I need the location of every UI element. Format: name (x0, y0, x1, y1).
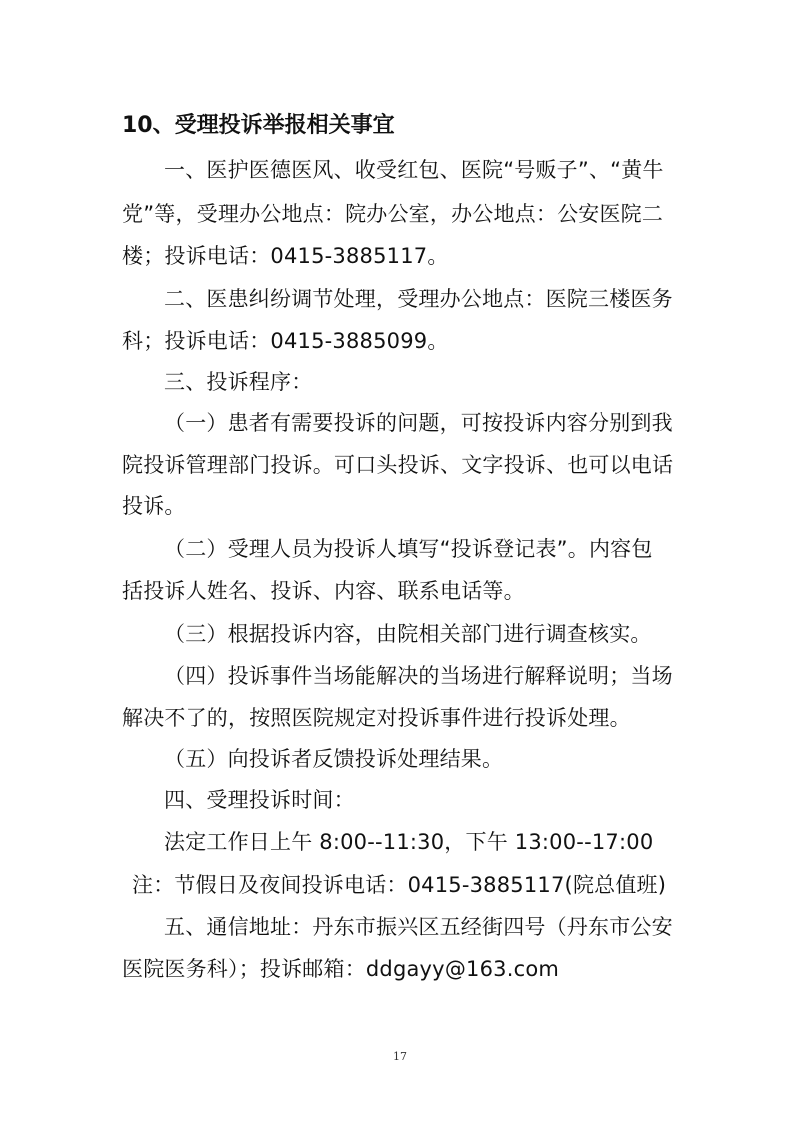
paragraph-line: 五、通信地址：丹东市振兴区五经街四号（丹东市公安 (164, 915, 673, 939)
paragraph-line: 投诉。 (122, 494, 186, 518)
paragraph-line: （二）受理人员为投诉人填写“投诉登记表”。内容包 (164, 537, 653, 561)
paragraph-line: （三）根据投诉内容，由院相关部门进行调查核实。 (164, 622, 652, 646)
paragraph-line: （五）向投诉者反馈投诉处理结果。 (164, 747, 504, 771)
paragraph-line: 注：节假日及夜间投诉电话：0415-3885117(院总值班) (132, 873, 667, 897)
paragraph-line: 党”等，受理办公地点：院办公室，办公地点：公安医院二 (122, 202, 664, 226)
paragraph-line: 楼；投诉电话：0415-3885117。 (122, 244, 449, 268)
paragraph-line: 法定工作日上午 8:00--11:30，下午 13:00--17:00 (164, 830, 654, 854)
paragraph-line: 括投诉人姓名、投诉、内容、联系电话等。 (122, 579, 525, 603)
section-heading: 10、受理投诉举报相关事宜 (122, 113, 395, 138)
paragraph-line: 三、投诉程序： (164, 370, 313, 394)
paragraph-line: 解决不了的，按照医院规定对投诉事件进行投诉处理。 (122, 706, 631, 730)
paragraph-line: 一、医护医德医风、收受红包、医院“号贩子”、“黄牛 (164, 158, 664, 182)
paragraph-line: 二、医患纠纷调节处理，受理办公地点：医院三楼医务 (164, 287, 673, 311)
paragraph-line: （一）患者有需要投诉的问题，可按投诉内容分别到我 (164, 411, 673, 435)
paragraph-line: 四、受理投诉时间： (164, 788, 355, 812)
paragraph-line: 科；投诉电话：0415-3885099。 (122, 329, 449, 353)
paragraph-line: （四）投诉事件当场能解决的当场进行解释说明；当场 (164, 664, 673, 688)
page-number: 17 (393, 1050, 407, 1063)
paragraph-line: 院投诉管理部门投诉。可口头投诉、文字投诉、也可以电话 (122, 453, 674, 477)
paragraph-line: 医院医务科）；投诉邮箱：ddgayy@163.com (122, 957, 560, 981)
